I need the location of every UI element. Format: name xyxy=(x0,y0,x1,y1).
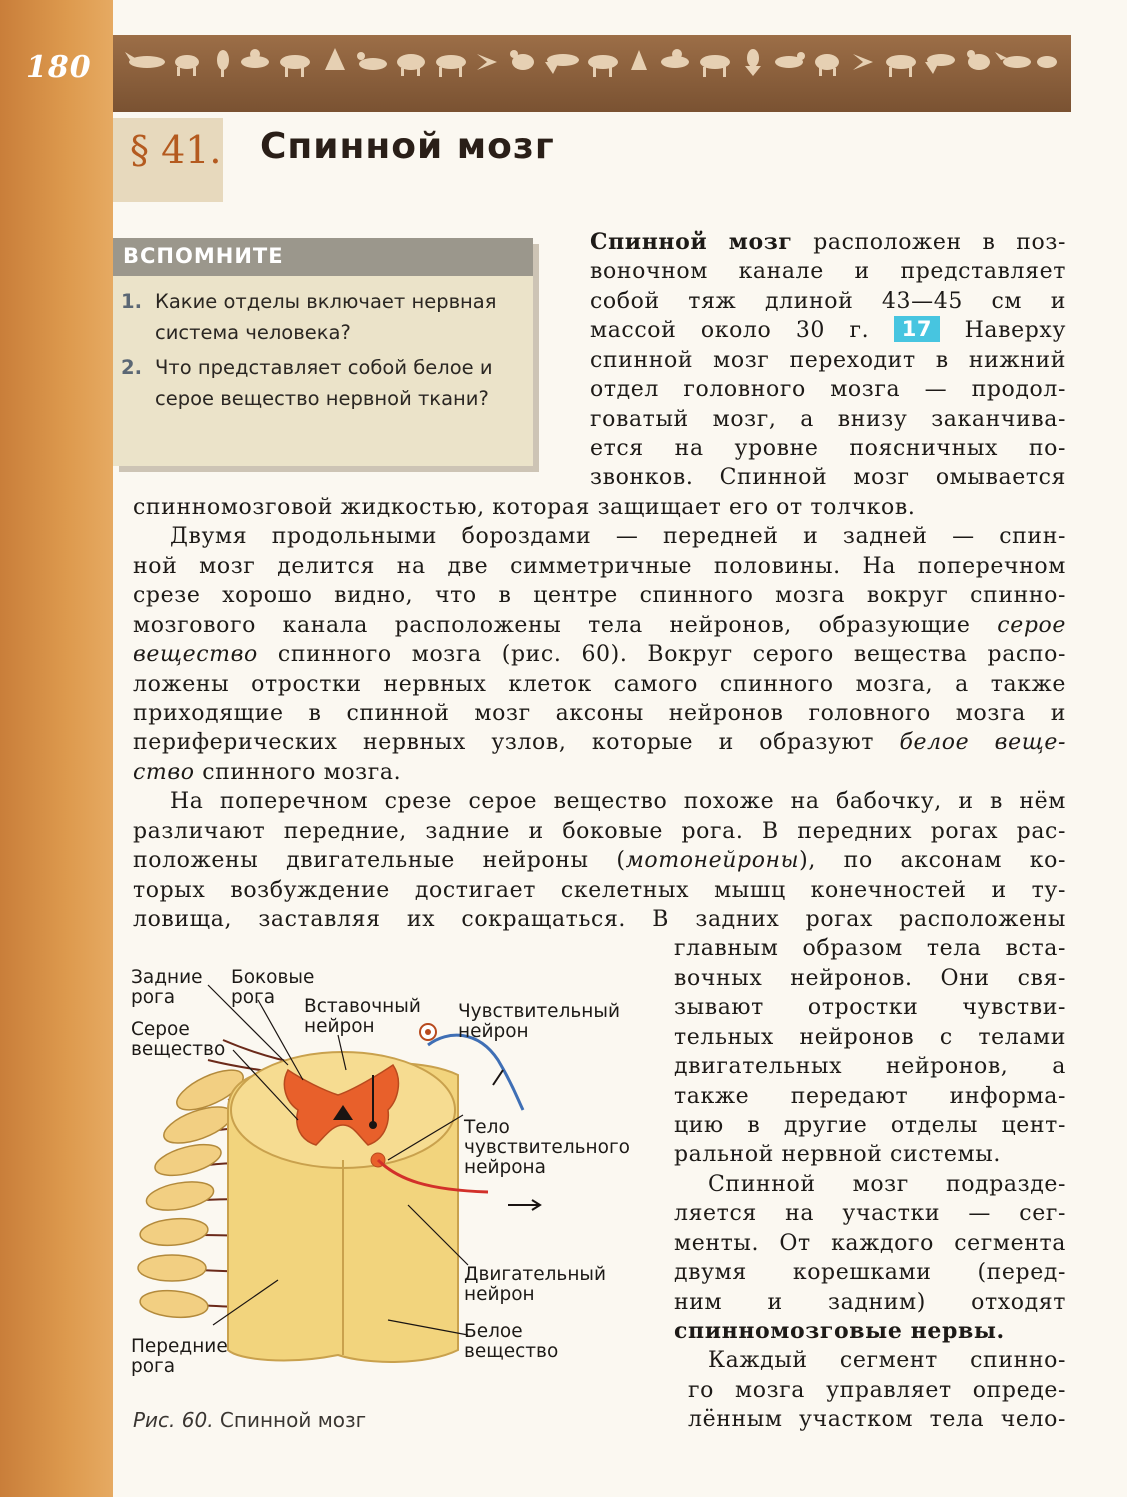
recall-header xyxy=(113,238,533,276)
animal-silhouette-icon xyxy=(357,52,387,70)
text-line: отдел головного мозга — продол- xyxy=(590,377,1066,402)
text-line: Спинной мозг подразде- xyxy=(708,1172,1066,1197)
animal-silhouette-icon xyxy=(745,49,761,76)
text-line xyxy=(133,846,1066,875)
text-line: менты. От каждого сегмента xyxy=(674,1231,1066,1256)
recall-question xyxy=(121,286,525,348)
text-fragment: мозгового канала расположены тела нейронов, образующие xyxy=(133,613,998,638)
section-number: § 41. xyxy=(130,128,222,172)
text-line: главным образом тела вста- xyxy=(674,936,1066,961)
label-motor-neuron: Двигательный нейрон xyxy=(464,1264,607,1305)
text-line: зывают отростки чувстви- xyxy=(674,995,1066,1020)
animal-silhouette-icon xyxy=(886,55,916,77)
term-italic: серое xyxy=(997,613,1066,638)
term-italic: вещество xyxy=(133,642,258,667)
text-line: спинномозговой жидкостью, которая защищает его от толчков. xyxy=(133,495,916,520)
text-line: спинной мозг переходит в нижний xyxy=(590,348,1066,373)
text-line: двигательных нейронов, а xyxy=(674,1054,1066,1079)
question-number: 2. xyxy=(121,356,142,379)
text-fragment: расположен в поз- xyxy=(792,230,1066,255)
term-italic: ство xyxy=(133,760,195,785)
figure-caption-text: Спинной мозг xyxy=(213,1408,367,1432)
animal-silhouette-icon xyxy=(217,50,229,77)
text-line: собой тяж длиной 43—45 см и xyxy=(590,289,1066,314)
text-line xyxy=(590,316,1066,345)
label-white-matter: Белое вещество xyxy=(464,1321,559,1362)
text-line xyxy=(133,758,401,787)
animal-silhouette-icon xyxy=(545,54,579,74)
term-italic: белое веще- xyxy=(899,730,1066,755)
reference-badge[interactable]: 17 xyxy=(894,316,940,342)
section-title: Спинной мозг xyxy=(260,126,555,167)
term-bold: Спинной мозг xyxy=(590,229,793,255)
text-line: ной мозг делится на две симметричные половины. На поперечном xyxy=(133,554,1066,579)
text-line: лённым участком тела чело- xyxy=(688,1407,1066,1432)
figure-caption-label: Рис. 60. xyxy=(133,1408,214,1432)
text-fragment: ), по аксонам ко- xyxy=(799,848,1066,873)
animal-silhouette-icon xyxy=(661,49,689,68)
text-line: Двумя продольными бороздами — передней и задней — спин- xyxy=(170,524,1066,549)
text-line: спинномозговые нервы. xyxy=(674,1318,1005,1344)
text-line: го мозга управляет опреде- xyxy=(688,1378,1066,1403)
question-text: Что представляет собой белое и серое вещество нервной ткани? xyxy=(155,356,493,410)
animal-silhouette-icon xyxy=(241,49,269,68)
text-line: двумя корешками (перед- xyxy=(674,1260,1066,1285)
text-line: На поперечном срезе серое вещество похоже на бабочку, и в нём xyxy=(170,789,1066,814)
text-line: Каждый сегмент спинно- xyxy=(708,1348,1066,1373)
label-sensory-neuron-body: Тело чувствительного нейрона xyxy=(464,1117,630,1178)
animal-silhouette-icon xyxy=(436,55,466,77)
text-line: приходящие в спинной мозг аксоны нейронов головного мозга и xyxy=(133,701,1066,726)
animal-silhouette-icon xyxy=(280,55,310,77)
text-line: вочных нейронов. Они свя- xyxy=(674,966,1066,991)
text-line xyxy=(133,640,1066,669)
text-line xyxy=(133,728,1066,757)
text-line xyxy=(590,228,1066,257)
text-fragment: массой около 30 г. xyxy=(590,318,894,343)
text-line: говатый мозг, а внизу заканчива- xyxy=(590,407,1066,432)
text-fragment: периферических нервных узлов, которые и образуют xyxy=(133,730,900,755)
text-fragment: положены двигательные нейроны ( xyxy=(133,848,626,873)
question-number: 1. xyxy=(121,290,142,313)
animal-silhouette-icon xyxy=(175,55,199,76)
label-anterior-horns: Передние рога xyxy=(131,1336,228,1377)
text-line: ложены отростки нервных клеток самого спинного мозга, а также xyxy=(133,672,1066,697)
label-gray-matter: Серое вещество xyxy=(131,1019,226,1060)
text-line: различают передние, задние и боковые рога. В передних рогах рас- xyxy=(133,819,1066,844)
question-text: Какие отделы включает нервная система человека? xyxy=(155,290,497,344)
animal-silhouette-icon xyxy=(853,54,873,70)
animal-silhouette-icon xyxy=(925,54,955,74)
animal-silhouette-icon xyxy=(397,54,425,76)
animal-silhouettes-decoration xyxy=(125,40,1060,82)
animal-silhouette-icon xyxy=(967,50,990,70)
text-line: тельных нейронов с телами xyxy=(674,1025,1066,1050)
animal-silhouette-icon xyxy=(588,55,618,77)
text-fragment: Наверху xyxy=(940,318,1066,343)
recall-title: ВСПОМНИТЕ xyxy=(123,244,284,268)
text-line: воночном канале и представляет xyxy=(590,259,1066,284)
animal-silhouette-icon xyxy=(125,52,165,68)
recall-question xyxy=(121,352,525,414)
text-line: ется на уровне поясничных по- xyxy=(590,436,1066,461)
animal-silhouette-icon xyxy=(995,52,1031,68)
animal-silhouette-icon xyxy=(631,50,647,70)
page-number: 180 xyxy=(26,50,92,85)
text-line: ляется на участки — сег- xyxy=(674,1201,1066,1226)
animal-silhouette-icon xyxy=(775,52,805,68)
text-line: ловища, заставляя их сокращаться. В задних рогах расположены xyxy=(133,907,1066,932)
recall-box xyxy=(113,238,533,466)
text-fragment: спинного мозга. xyxy=(194,760,402,785)
text-fragment: спинного мозга (рис. 60). Вокруг серого вещества распо- xyxy=(257,642,1066,667)
animal-silhouette-icon xyxy=(815,54,839,76)
figure-caption xyxy=(133,1408,366,1432)
label-posterior-horns: Задние рога xyxy=(131,967,203,1008)
animal-silhouette-icon xyxy=(510,50,534,70)
text-line: ним и задним) отходят xyxy=(674,1290,1066,1315)
animal-silhouette-icon xyxy=(325,48,345,70)
animal-silhouette-icon xyxy=(477,54,497,70)
animal-silhouette-icon xyxy=(700,55,730,77)
text-line: торых возбуждение достигает скелетных мышц конечностей и ту- xyxy=(133,878,1066,903)
text-line: цию в другие отделы цент- xyxy=(674,1113,1066,1138)
text-line: срезе хорошо видно, что в центре спинного мозга вокруг спинно- xyxy=(133,583,1066,608)
animal-silhouette-icon xyxy=(1037,56,1057,68)
text-line: звонков. Спинной мозг омывается xyxy=(590,465,1066,490)
text-line: также передают информа- xyxy=(674,1084,1066,1109)
label-lateral-horns: Боковые рога xyxy=(231,967,315,1008)
label-interneuron: Вставочный нейрон xyxy=(304,996,421,1037)
text-line xyxy=(133,611,1066,640)
spinal-cord-figure xyxy=(128,960,658,1380)
label-sensory-neuron: Чувствительный нейрон xyxy=(458,1001,621,1042)
text-line: ральной нервной системы. xyxy=(674,1142,1001,1167)
term-italic: мотонейроны xyxy=(625,848,800,873)
left-margin-stripe xyxy=(0,0,113,1497)
